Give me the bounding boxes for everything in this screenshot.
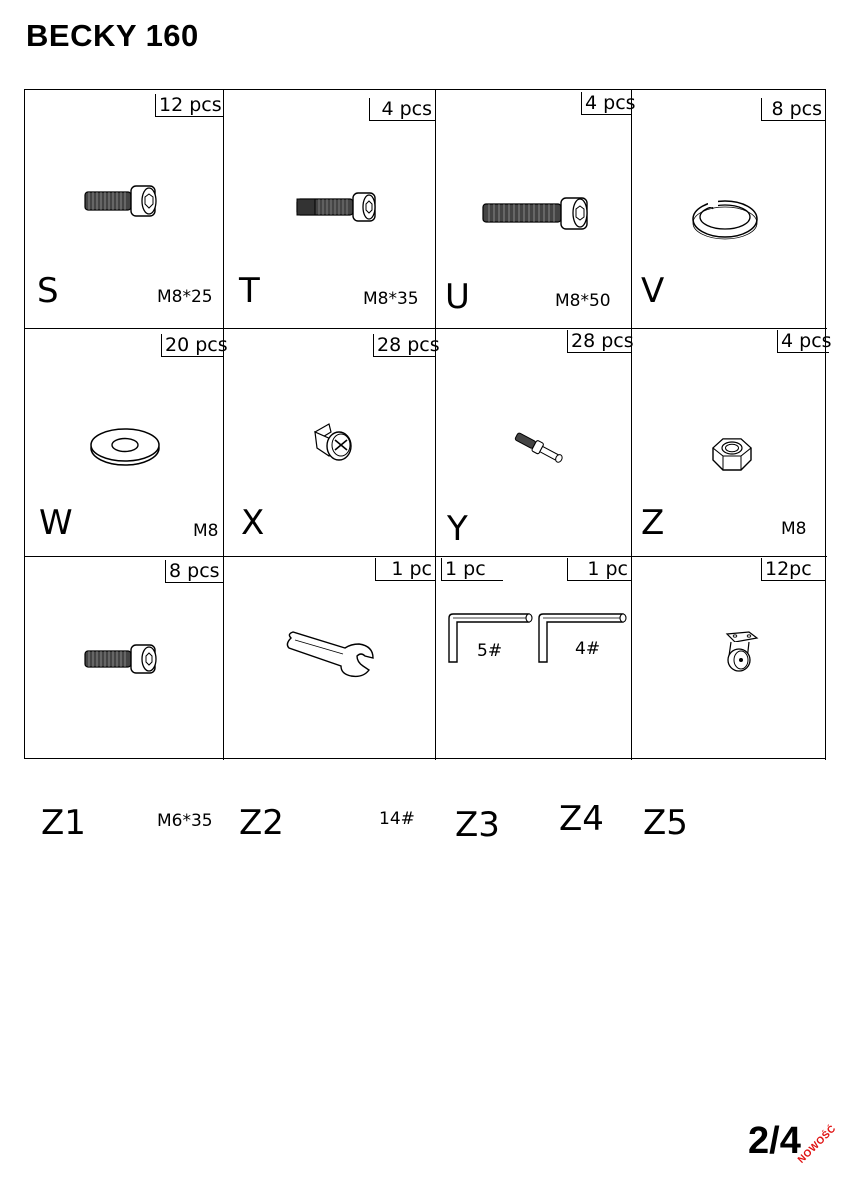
part-size: M8*35 bbox=[363, 289, 419, 309]
part-code: X bbox=[241, 503, 265, 543]
cam-bolt-icon bbox=[511, 428, 567, 470]
new-product-stamp: NOWOŚĆ bbox=[796, 1123, 839, 1166]
part-size: 4# bbox=[575, 639, 601, 659]
socket-cap-screw-icon bbox=[481, 194, 593, 234]
part-size: M6*35 bbox=[157, 811, 213, 831]
part-cell-z3-z4 bbox=[435, 556, 631, 845]
part-code: Y bbox=[447, 509, 468, 549]
part-code: S bbox=[37, 271, 59, 311]
part-size: 14# bbox=[379, 809, 415, 829]
part-cell-y bbox=[435, 328, 634, 556]
part-code: Z4 bbox=[559, 799, 604, 839]
part-code: W bbox=[39, 503, 73, 543]
socket-cap-screw-icon bbox=[83, 640, 163, 680]
part-cell-w bbox=[25, 328, 228, 556]
part-code: Z5 bbox=[643, 803, 688, 843]
part-cell-z5 bbox=[631, 556, 825, 843]
part-size: M8*50 bbox=[555, 291, 611, 311]
grid-line bbox=[825, 90, 826, 760]
part-code: Z3 bbox=[455, 805, 500, 845]
hex-nut-icon bbox=[705, 434, 757, 476]
part-cell-v bbox=[631, 90, 825, 328]
parts-table bbox=[24, 89, 832, 845]
part-size: 5# bbox=[477, 641, 503, 661]
part-quantity: 12 pcs bbox=[155, 94, 223, 117]
part-quantity: 28 pcs bbox=[567, 330, 631, 353]
document-title: BECKY 160 bbox=[26, 18, 199, 53]
caster-wheel-icon bbox=[713, 630, 761, 674]
part-code-label: Z1 bbox=[41, 803, 86, 843]
split-lock-washer-icon bbox=[689, 196, 761, 242]
part-size: M8 bbox=[781, 519, 807, 539]
part-cell-z1 bbox=[25, 556, 223, 843]
flat-washer-icon bbox=[87, 426, 163, 468]
part-cell-z bbox=[631, 328, 832, 556]
part-code: T bbox=[239, 271, 260, 311]
part-cell-u bbox=[435, 90, 636, 328]
part-cell-s bbox=[25, 90, 223, 328]
part-quantity: 28 pcs bbox=[373, 334, 435, 357]
part-code: U bbox=[445, 277, 470, 317]
part-quantity: 4 pcs bbox=[777, 330, 829, 353]
socket-cap-screw-icon bbox=[83, 182, 163, 222]
part-cell-x bbox=[223, 328, 440, 556]
part-quantity: 1 pc bbox=[441, 558, 503, 581]
cam-lock-icon bbox=[307, 418, 357, 468]
part-quantity: 4 pcs bbox=[581, 92, 631, 115]
part-code: V bbox=[641, 271, 665, 311]
open-end-wrench-icon bbox=[285, 626, 379, 682]
part-quantity: 8 pcs bbox=[761, 98, 825, 121]
part-quantity: 1 pc bbox=[375, 558, 435, 581]
part-size: M8*25 bbox=[157, 287, 213, 307]
part-code: Z2 bbox=[239, 803, 284, 843]
part-cell-t bbox=[223, 90, 435, 328]
part-quantity: 20 pcs bbox=[161, 334, 223, 357]
page-number: 2/4 bbox=[748, 1120, 801, 1162]
part-cell-z2 bbox=[223, 556, 435, 843]
part-quantity: 8 pcs bbox=[165, 560, 223, 583]
part-code: Z bbox=[641, 503, 665, 543]
part-quantity: 4 pcs bbox=[369, 98, 435, 121]
part-quantity: 1 pc bbox=[567, 558, 631, 581]
socket-cap-screw-icon bbox=[293, 190, 383, 226]
part-quantity: 12pc bbox=[761, 558, 825, 581]
part-size: M8 bbox=[193, 521, 219, 541]
